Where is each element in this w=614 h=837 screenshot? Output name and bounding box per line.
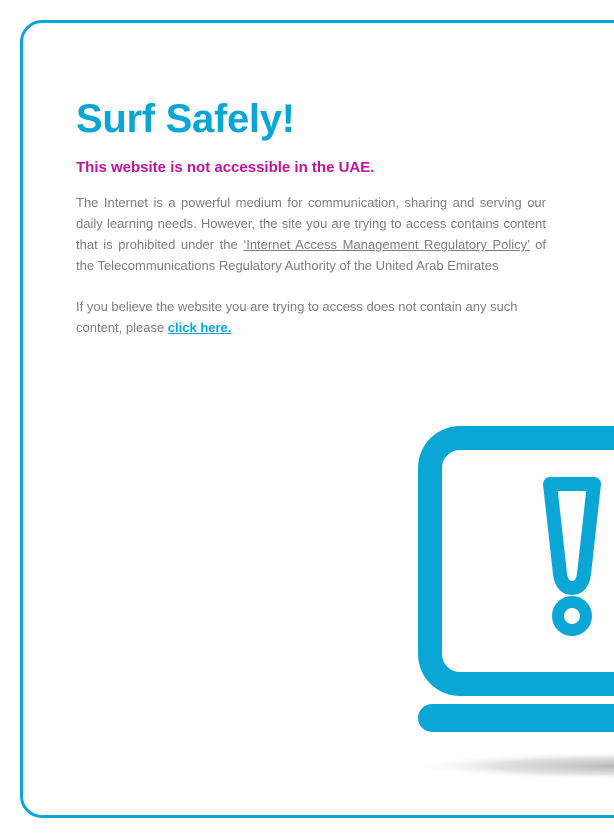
page-title: Surf Safely! xyxy=(76,97,295,141)
explanation-paragraph xyxy=(76,192,546,276)
laptop-shadow xyxy=(418,752,614,780)
blocked-subtitle: This website is not accessible in the UAE. xyxy=(76,159,375,176)
exclamation-dot xyxy=(558,602,586,630)
appeal-paragraph xyxy=(76,296,546,338)
laptop-base xyxy=(418,704,614,732)
explanation-text-end: of the Telecommunications Regulatory Authority of the United Arab Emirates xyxy=(76,237,546,273)
laptop-warning-icon xyxy=(418,426,614,786)
explanation-text-start: The Internet is a powerful medium for communication, sharing and serving our daily learning needs. However, the site you are trying to access contains content that is prohibited under the xyxy=(76,195,546,252)
policy-link[interactable]: ‘Internet Access Management Regulatory Policy’ xyxy=(243,237,530,252)
exclamation-bar xyxy=(550,484,594,588)
click-here-link[interactable]: click here. xyxy=(167,320,232,335)
appeal-text: If you believe the website you are trying to access does not contain any such content, please xyxy=(76,299,518,335)
notice-content xyxy=(76,96,546,338)
